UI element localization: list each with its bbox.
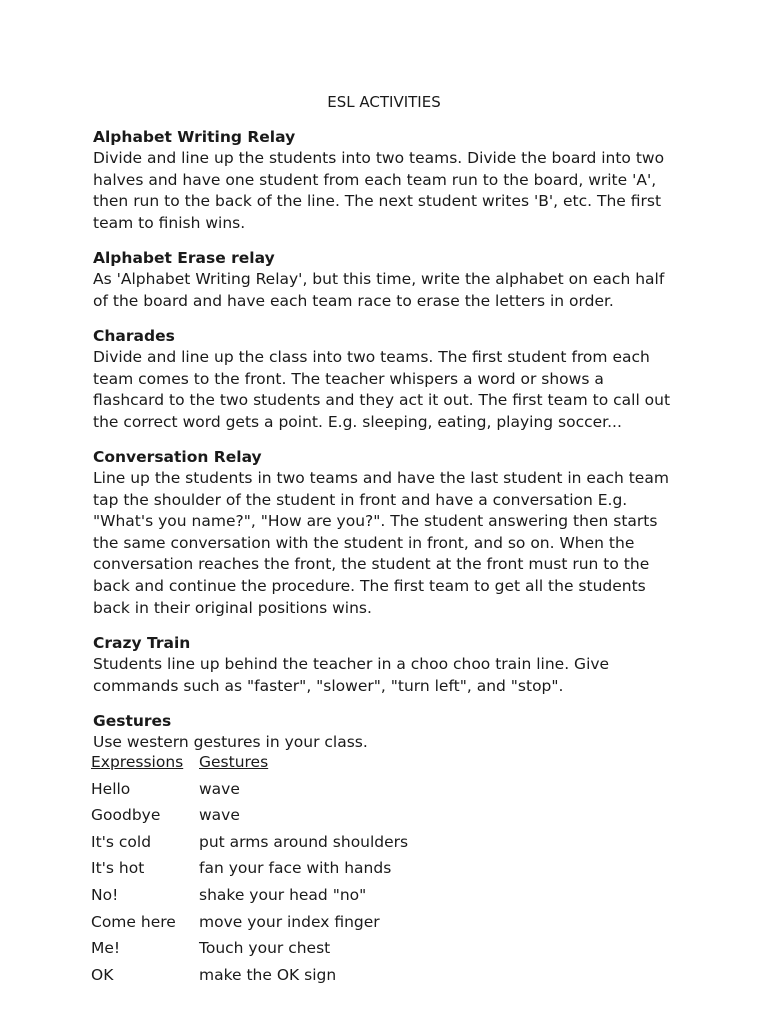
table-row <box>91 779 491 806</box>
table-row <box>91 805 491 832</box>
body-line: back in their original positions wins. <box>93 598 372 617</box>
body-line: Line up the students in two teams and have the last student in each team <box>93 469 669 487</box>
section-conversation-relay <box>93 446 693 619</box>
section-heading: Crazy Train <box>93 634 191 652</box>
body-line: conversation reaches the front, the student at the front must run to the <box>93 555 650 574</box>
gesture-cell: wave <box>199 806 240 825</box>
gestures-table <box>91 752 491 991</box>
body-line: tap the shoulder of the student in front and have a conversation E.g. <box>93 490 628 509</box>
section-heading: Conversation Relay <box>93 448 262 466</box>
body-line: "What's you name?", "How are you?". The student answering then starts <box>93 512 658 531</box>
gesture-cell: fan your face with hands <box>199 859 392 878</box>
section-heading: Alphabet Writing Relay <box>93 128 296 146</box>
gesture-cell: put arms around shoulders <box>199 832 409 851</box>
section-gestures <box>93 710 693 754</box>
body-line: of the board and have each team race to erase the letters in order. <box>93 291 614 310</box>
table-row <box>91 912 491 939</box>
body-line: the same conversation with the student in front, and so on. When the <box>93 533 635 552</box>
table-row <box>91 965 491 992</box>
body-line: back and continue the procedure. The first team to get all the students <box>93 576 646 595</box>
column-header-expressions: Expressions <box>91 753 184 771</box>
gestures-intro: Use western gestures in your class. <box>93 733 368 751</box>
section-heading: Gestures <box>93 712 172 730</box>
section-alphabet-erase-relay <box>93 247 693 312</box>
table-row <box>91 938 491 965</box>
section-crazy-train <box>93 632 693 697</box>
column-header-gestures: Gestures <box>199 753 269 771</box>
body-line: flashcard to the two students and they act it out. The first team to call out <box>93 391 671 410</box>
section-body <box>93 347 693 433</box>
expression-cell: It's hot <box>91 859 145 878</box>
section-alphabet-writing-relay <box>93 126 693 234</box>
body-line: Divide and line up the class into two teams. The first student from each <box>93 348 650 366</box>
body-line: halves and have one student from each team run to the board, write 'A', <box>93 170 657 189</box>
expression-cell: OK <box>91 965 114 984</box>
expression-cell: Goodbye <box>91 806 161 825</box>
gesture-cell: wave <box>199 779 240 798</box>
expression-cell: Come here <box>91 912 176 931</box>
body-line: team comes to the front. The teacher whispers a word or shows a <box>93 369 604 388</box>
document-title: ESL ACTIVITIES <box>327 93 441 111</box>
table-row <box>91 832 491 859</box>
section-body <box>93 468 693 619</box>
body-line: As 'Alphabet Writing Relay', but this time, write the alphabet on each half <box>93 270 665 288</box>
section-heading: Charades <box>93 327 175 345</box>
gesture-cell: make the OK sign <box>199 965 337 984</box>
body-line: team to finish wins. <box>93 213 246 232</box>
body-line: then run to the back of the line. The next student writes 'B', etc. The first <box>93 192 662 211</box>
table-row <box>91 885 491 912</box>
body-line: Students line up behind the teacher in a choo choo train line. Give <box>93 655 610 673</box>
body-line: Divide and line up the students into two teams. Divide the board into two <box>93 149 665 167</box>
table-row <box>91 858 491 885</box>
body-line: the correct word gets a point. E.g. sleeping, eating, playing soccer... <box>93 412 622 431</box>
expression-cell: Hello <box>91 779 131 798</box>
section-body <box>93 148 693 234</box>
section-heading: Alphabet Erase relay <box>93 249 275 267</box>
body-line: commands such as "faster", "slower", "turn left", and "stop". <box>93 676 564 695</box>
expression-cell: Me! <box>91 939 121 958</box>
section-body <box>93 654 693 697</box>
section-charades <box>93 325 693 433</box>
gesture-cell: Touch your chest <box>199 939 331 958</box>
gesture-cell: shake your head "no" <box>199 885 367 904</box>
table-header-row <box>91 752 491 779</box>
expression-cell: No! <box>91 885 119 904</box>
gesture-cell: move your index finger <box>199 912 380 931</box>
section-body <box>93 269 693 312</box>
expression-cell: It's cold <box>91 832 152 851</box>
